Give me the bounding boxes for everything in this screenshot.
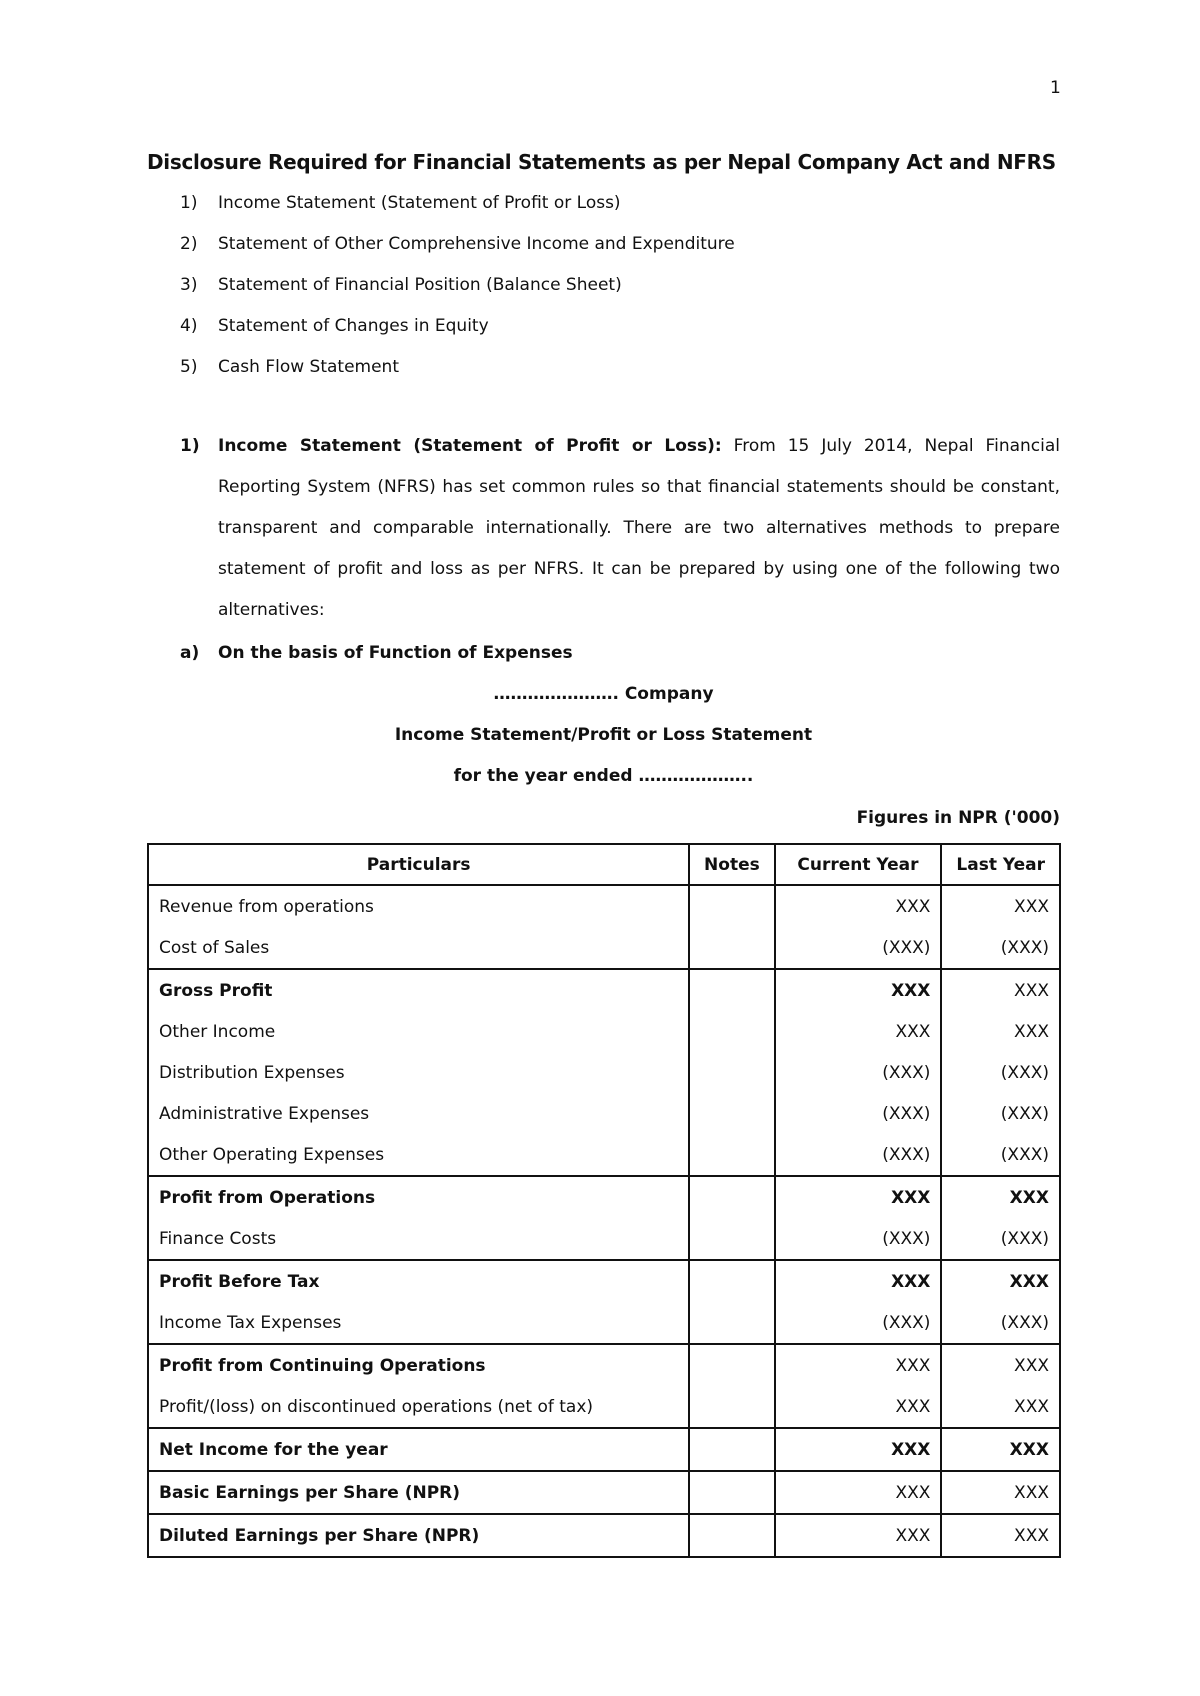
list-text: Cash Flow Statement	[218, 357, 399, 377]
row-particular: Profit from Operations	[148, 1176, 689, 1218]
row-particular: Finance Costs	[148, 1218, 689, 1260]
row-particular: Net Income for the year	[148, 1428, 689, 1471]
table-row	[148, 1302, 1060, 1344]
subsection-heading	[180, 643, 573, 663]
list-text: Statement of Financial Position (Balance Sheet)	[218, 275, 622, 295]
row-notes	[689, 1218, 774, 1260]
row-current: (XXX)	[775, 1134, 942, 1176]
row-last: XXX	[941, 1344, 1060, 1386]
table-row	[148, 1471, 1060, 1514]
section-body: From 15 July 2014, Nepal Financial Reporting System (NFRS) has set common rules so that financial statements should be constant, transparent and comparable internationally. There are two alternatives methods to prepare statement of profit and loss as per NFRS. It can be prepared by using one of the following two alternatives:	[218, 436, 1061, 620]
row-last: (XXX)	[941, 1218, 1060, 1260]
table-row	[148, 1218, 1060, 1260]
header-particulars: Particulars	[148, 844, 689, 885]
row-particular: Distribution Expenses	[148, 1052, 689, 1093]
list-number: 5)	[180, 357, 198, 377]
section-paragraph	[218, 426, 1060, 631]
row-particular: Profit Before Tax	[148, 1260, 689, 1302]
income-statement-table	[147, 843, 1061, 1558]
row-last: XXX	[941, 1471, 1060, 1514]
row-last: XXX	[941, 1260, 1060, 1302]
row-current: XXX	[775, 1514, 942, 1557]
list-item	[180, 316, 735, 357]
page-number: 1	[1050, 78, 1061, 98]
statement-period: for the year ended ………………..	[453, 766, 754, 786]
company-name: …………………. Company	[493, 684, 714, 704]
list-item	[180, 234, 735, 275]
row-current: XXX	[775, 1428, 942, 1471]
subsection-text: On the basis of Function of Expenses	[218, 643, 573, 663]
document-title: Disclosure Required for Financial Statements as per Nepal Company Act and NFRS	[147, 150, 1056, 174]
row-last: (XXX)	[941, 1052, 1060, 1093]
table-row	[148, 1176, 1060, 1218]
row-last: (XXX)	[941, 927, 1060, 969]
table-row	[148, 1093, 1060, 1134]
row-current: (XXX)	[775, 1093, 942, 1134]
row-particular: Gross Profit	[148, 969, 689, 1011]
row-current: XXX	[775, 1260, 942, 1302]
list-item	[180, 357, 735, 398]
row-current: XXX	[775, 1386, 942, 1428]
row-last: XXX	[941, 1514, 1060, 1557]
row-notes	[689, 1344, 774, 1386]
row-current: (XXX)	[775, 927, 942, 969]
section-income-statement	[180, 436, 1060, 631]
row-last: (XXX)	[941, 1302, 1060, 1344]
row-particular: Other Income	[148, 1011, 689, 1052]
table-header-row	[148, 844, 1060, 885]
list-item	[180, 193, 735, 234]
table-row	[148, 927, 1060, 969]
table-row	[148, 1344, 1060, 1386]
row-notes	[689, 1052, 774, 1093]
statement-title: Income Statement/Profit or Loss Statement	[394, 725, 813, 745]
list-number: 2)	[180, 234, 198, 254]
row-current: XXX	[775, 1011, 942, 1052]
row-current: (XXX)	[775, 1218, 942, 1260]
row-notes	[689, 885, 774, 927]
row-last: XXX	[941, 969, 1060, 1011]
row-notes	[689, 1176, 774, 1218]
table-row	[148, 1428, 1060, 1471]
table-row	[148, 1386, 1060, 1428]
row-current: XXX	[775, 1471, 942, 1514]
row-particular: Administrative Expenses	[148, 1093, 689, 1134]
list-number: 3)	[180, 275, 198, 295]
table-row	[148, 1134, 1060, 1176]
figures-note: Figures in NPR ('000)	[856, 808, 1060, 828]
row-last: XXX	[941, 1176, 1060, 1218]
row-current: (XXX)	[775, 1302, 942, 1344]
row-notes	[689, 1386, 774, 1428]
row-notes	[689, 1302, 774, 1344]
table-row	[148, 885, 1060, 927]
row-last: (XXX)	[941, 1134, 1060, 1176]
row-current: XXX	[775, 1176, 942, 1218]
table-row	[148, 1011, 1060, 1052]
list-text: Statement of Other Comprehensive Income and Expenditure	[218, 234, 735, 254]
row-particular: Revenue from operations	[148, 885, 689, 927]
row-last: XXX	[941, 1386, 1060, 1428]
row-last: XXX	[941, 1428, 1060, 1471]
row-particular: Income Tax Expenses	[148, 1302, 689, 1344]
row-particular: Other Operating Expenses	[148, 1134, 689, 1176]
row-notes	[689, 1093, 774, 1134]
row-particular: Diluted Earnings per Share (NPR)	[148, 1514, 689, 1557]
header-last-year: Last Year	[941, 844, 1060, 885]
row-current: XXX	[775, 969, 942, 1011]
row-notes	[689, 1011, 774, 1052]
row-particular: Profit from Continuing Operations	[148, 1344, 689, 1386]
row-notes	[689, 1134, 774, 1176]
row-current: (XXX)	[775, 1052, 942, 1093]
statement-list	[180, 193, 735, 398]
list-text: Income Statement (Statement of Profit or Loss)	[218, 193, 621, 213]
section-heading: Income Statement (Statement of Profit or Loss):	[218, 436, 722, 456]
header-current-year: Current Year	[775, 844, 942, 885]
row-particular: Basic Earnings per Share (NPR)	[148, 1471, 689, 1514]
section-number: 1)	[180, 436, 200, 456]
row-notes	[689, 1260, 774, 1302]
row-notes	[689, 969, 774, 1011]
subsection-number: a)	[180, 643, 200, 663]
row-particular: Cost of Sales	[148, 927, 689, 969]
list-number: 4)	[180, 316, 198, 336]
header-notes: Notes	[689, 844, 774, 885]
row-particular: Profit/(loss) on discontinued operations (net of tax)	[148, 1386, 689, 1428]
row-current: XXX	[775, 885, 942, 927]
row-notes	[689, 927, 774, 969]
table-row	[148, 1052, 1060, 1093]
row-current: XXX	[775, 1344, 942, 1386]
row-notes	[689, 1428, 774, 1471]
row-last: XXX	[941, 1011, 1060, 1052]
table-row	[148, 969, 1060, 1011]
table-row	[148, 1514, 1060, 1557]
list-item	[180, 275, 735, 316]
row-notes	[689, 1471, 774, 1514]
row-last: XXX	[941, 885, 1060, 927]
table-row	[148, 1260, 1060, 1302]
row-notes	[689, 1514, 774, 1557]
row-last: (XXX)	[941, 1093, 1060, 1134]
list-text: Statement of Changes in Equity	[218, 316, 489, 336]
list-number: 1)	[180, 193, 198, 213]
